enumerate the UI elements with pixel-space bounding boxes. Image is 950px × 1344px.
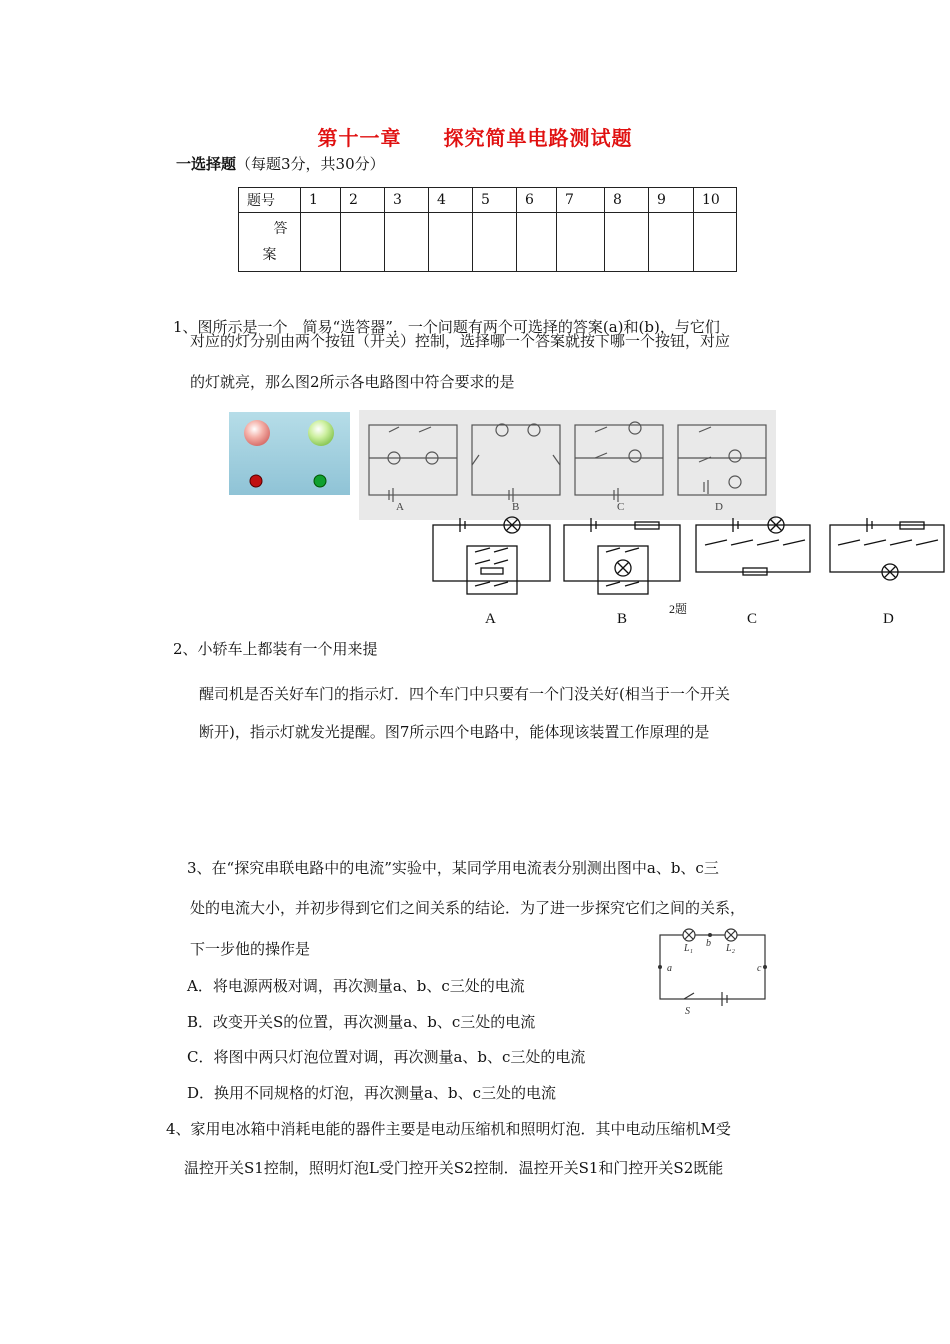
answer-cell[interactable]	[385, 213, 429, 272]
answer-cell[interactable]	[301, 213, 341, 272]
q1-option-label: C	[617, 501, 625, 513]
red-button-icon	[250, 475, 262, 487]
green-button-icon	[314, 475, 326, 487]
q3-choice-c: C．将图中两只灯泡位置对调，再次测量a、b、c三处的电流	[187, 1048, 586, 1066]
q1-line-1: 1、图所示是一个 简易“选答器”．一个问题有两个可选择的答案(a)和(b)，与它们	[173, 318, 720, 336]
red-lamp-icon	[244, 420, 270, 446]
q2-line-1: 2、小轿车上都装有一个用来提	[173, 640, 378, 658]
q1-line-2: 对应的灯分别由两个按钮（开关）控制，选择哪一个答案就按下哪一个按钮，对应	[190, 332, 731, 350]
answer-label-1: 答	[273, 221, 288, 237]
b-label: b	[706, 938, 711, 949]
q3-choice-d: D．换用不同规格的灯泡，再次测量a、b、c三处的电流	[187, 1084, 556, 1102]
c-label: c	[757, 963, 762, 974]
q1-option-label: B	[512, 501, 520, 513]
s-label: S	[685, 1006, 690, 1017]
q3-choice-b: B．改变开关S的位置，再次测量a、b、c三处的电流	[187, 1013, 536, 1031]
q2-figure-caption: 2题	[669, 602, 688, 616]
section-heading	[176, 153, 385, 174]
table-header-label: 题号	[239, 188, 301, 213]
q2-option-label: C	[747, 611, 758, 627]
q2-circuit-figures	[430, 512, 948, 630]
q4-line-1: 4、家用电冰箱中消耗电能的器件主要是电动压缩机和照明灯泡．其中电动压缩机M受	[166, 1120, 731, 1138]
answer-cell[interactable]	[473, 213, 517, 272]
table-number: 10	[694, 188, 737, 213]
table-number: 3	[385, 188, 429, 213]
answer-cell[interactable]	[694, 213, 737, 272]
answer-cell[interactable]	[557, 213, 605, 272]
q1-option-label: D	[715, 501, 723, 513]
page-title: 第十一章 探究简单电路测试题	[317, 126, 633, 150]
answer-cell[interactable]	[649, 213, 694, 272]
table-number: 7	[557, 188, 605, 213]
selector-device-photo	[229, 412, 350, 495]
q4-line-2: 温控开关S1控制，照明灯泡L受门控开关S2控制．温控开关S1和门控开关S2既能	[184, 1159, 724, 1177]
answer-cell[interactable]	[605, 213, 649, 272]
q3-line-3: 下一步他的操作是	[190, 940, 311, 958]
answer-table	[238, 187, 737, 272]
answer-cell[interactable]	[517, 213, 557, 272]
table-number: 6	[517, 188, 557, 213]
q2-option-label: B	[617, 611, 628, 627]
q3-series-circuit	[654, 926, 772, 1018]
q2-line-2: 醒司机是否关好车门的指示灯．四个车门中只要有一个门没关好(相当于一个开关	[199, 685, 730, 703]
table-number: 2	[341, 188, 385, 213]
q3-choice-a: A．将电源两极对调，再次测量a、b、c三处的电流	[187, 977, 525, 995]
section-heading-label: 一选择题	[176, 155, 237, 173]
q1-line-3: 的灯就亮，那么图2所示各电路图中符合要求的是	[190, 373, 515, 391]
q2-option-label: A	[485, 611, 496, 627]
table-number: 9	[649, 188, 694, 213]
answer-cell[interactable]	[341, 213, 385, 272]
q2-option-label: D	[883, 611, 894, 627]
l2-label: L₂	[726, 943, 736, 954]
q3-line-1: 3、在“探究串联电路中的电流”实验中，某同学用电流表分别测出图中a、b、c三	[187, 859, 719, 877]
answer-label-2: 案	[262, 247, 277, 263]
l1-label: L₁	[684, 943, 694, 954]
answer-label	[239, 213, 301, 272]
table-number: 8	[605, 188, 649, 213]
table-number: 1	[301, 188, 341, 213]
green-lamp-icon	[308, 420, 334, 446]
section-note: （每题3分，共30分）	[236, 155, 385, 173]
table-number: 5	[473, 188, 517, 213]
answer-cell[interactable]	[429, 213, 473, 272]
q2-line-3: 断开)，指示灯就发光提醒。图7所示四个电路中，能体现该装置工作原理的是	[199, 723, 710, 741]
q3-line-2: 处的电流大小，并初步得到它们之间关系的结论．为了进一步探究它们之间的关系，	[190, 899, 746, 917]
q1-circuit-figures	[359, 410, 776, 520]
table-number: 4	[429, 188, 473, 213]
a-label: a	[667, 963, 672, 974]
q1-option-label: A	[396, 501, 404, 513]
